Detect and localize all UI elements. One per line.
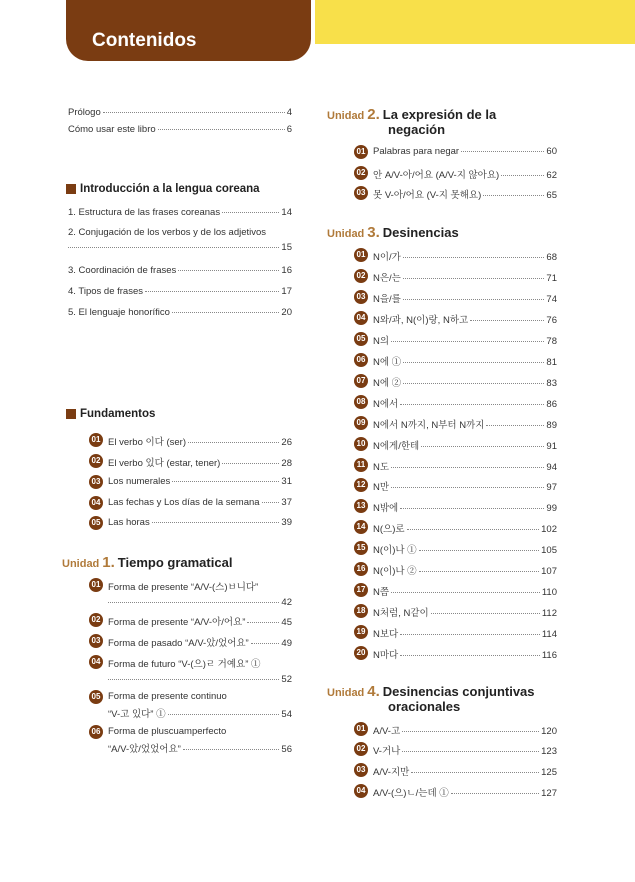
toc-entry[interactable]: 5. El lenguaje honorífico 20 [68,307,292,318]
number-badge: 05 [354,332,368,346]
number-badge: 12 [354,478,368,492]
number-badge: 09 [354,416,368,430]
contents-tab [66,0,311,61]
number-badge: 06 [354,353,368,367]
number-badge: 18 [354,604,368,618]
toc-entry[interactable]: El verbo 이다 (ser) 26 [108,437,292,448]
toc-entry[interactable]: N쯤 110 [373,587,557,598]
unit-heading-line2: oracionales [388,699,461,714]
number-badge: 05 [89,690,103,704]
toc-entry[interactable]: N도 94 [373,462,557,473]
toc-entry[interactable]: N에 ② 83 [373,378,557,389]
toc-entry[interactable]: Las fechas y Los días de la semana 37 [108,497,292,508]
number-badge: 03 [354,186,368,200]
toc-entry[interactable]: Forma de futuro “V-(으)ㄹ 거예요” ① 52 [108,659,292,685]
number-badge: 04 [354,784,368,798]
toc-entry[interactable]: N에 ① 81 [373,357,557,368]
toc-entry[interactable]: Forma de presente continuo “V-고 있다” ① 54 [108,691,292,720]
toc-entry[interactable]: Forma de pluscuamperfecto “A/V-았/었었어요” 56 [108,726,292,755]
number-badge: 04 [89,655,103,669]
toc-entry[interactable]: N(으)로 102 [373,524,557,535]
number-badge: 01 [354,145,368,159]
number-badge: 02 [354,269,368,283]
toc-entry[interactable]: V-거나 123 [373,746,557,757]
number-badge: 06 [89,725,103,739]
toc-entry[interactable]: A/V-(으)ㄴ/는데 ① 127 [373,788,557,799]
number-badge: 01 [89,578,103,592]
number-badge: 01 [354,722,368,736]
number-badge: 15 [354,541,368,555]
yellow-header-bar [315,0,635,44]
toc-entry[interactable]: 못 V-아/어요 (V-지 못해요) 65 [373,190,557,201]
toc-entry[interactable]: 4. Tipos de frases 17 [68,286,292,297]
toc-entry[interactable]: Prólogo 4 [68,107,292,118]
toc-entry[interactable]: N밖에 99 [373,503,557,514]
number-badge: 10 [354,437,368,451]
toc-entry[interactable]: N이/가 68 [373,252,557,263]
page-title: Contenidos [92,30,197,51]
section-heading: Introducción a la lengua coreana [66,183,260,195]
unit-heading-line2: negación [388,122,446,137]
number-badge: 04 [354,311,368,325]
number-badge: 03 [354,290,368,304]
number-badge: 07 [354,374,368,388]
unit-heading: Unidad 1. Tiempo gramatical [62,554,233,571]
toc-entry[interactable]: Las horas 39 [108,517,292,528]
toc-entry[interactable]: Palabras para negar 60 [373,146,557,157]
number-badge: 19 [354,625,368,639]
toc-entry[interactable]: 3. Coordinación de frases 16 [68,265,292,276]
number-badge: 03 [354,763,368,777]
toc-entry[interactable]: Los numerales 31 [108,476,292,487]
number-badge: 02 [354,742,368,756]
toc-entry[interactable]: Forma de pasado “A/V-았/었어요” 49 [108,638,292,649]
number-badge: 16 [354,562,368,576]
number-badge: 20 [354,646,368,660]
toc-entry[interactable]: A/V-고 120 [373,726,557,737]
number-badge: 01 [354,248,368,262]
section-marker [66,184,76,194]
number-badge: 14 [354,520,368,534]
toc-entry[interactable]: N은/는 71 [373,273,557,284]
toc-entry[interactable]: N처럼, N같이 112 [373,608,557,619]
section-marker [66,409,76,419]
toc-entry[interactable]: N의 78 [373,336,557,347]
number-badge: 02 [354,166,368,180]
toc-entry[interactable]: N마다 116 [373,650,557,661]
toc-entry[interactable]: N보다 114 [373,629,557,640]
toc-entry[interactable]: Cómo usar este libro 6 [68,124,292,135]
number-badge: 01 [89,433,103,447]
section-heading: Fundamentos [66,408,155,420]
toc-entry[interactable]: 안 A/V-아/어요 (A/V-지 않아요) 62 [373,170,557,181]
unit-heading: Unidad 2. La expresión de la [327,106,497,123]
toc-entry[interactable]: N와/과, N(이)랑, N하고 76 [373,315,557,326]
toc-entry[interactable]: N에서 86 [373,399,557,410]
toc-entry[interactable]: N(이)나 ① 105 [373,545,557,556]
unit-heading: Unidad 4. Desinencias conjuntivas [327,683,535,700]
unit-heading: Unidad 3. Desinencias [327,224,459,241]
number-badge: 02 [89,613,103,627]
number-badge: 17 [354,583,368,597]
toc-entry[interactable]: N을/를 74 [373,294,557,305]
number-badge: 03 [89,634,103,648]
number-badge: 03 [89,475,103,489]
number-badge: 05 [89,516,103,530]
number-badge: 02 [89,454,103,468]
toc-entry[interactable]: El verbo 있다 (estar, tener) 28 [108,458,292,469]
toc-entry[interactable]: Forma de presente “A/V-아/어요” 45 [108,617,292,628]
toc-entry[interactable]: Forma de presente “A/V-(스)ㅂ니다” 42 [108,582,292,608]
number-badge: 11 [354,458,368,472]
number-badge: 08 [354,395,368,409]
number-badge: 13 [354,499,368,513]
toc-entry[interactable]: A/V-지만 125 [373,767,557,778]
toc-entry[interactable]: 2. Conjugación de los verbos y de los adjetivos 15 [68,227,292,253]
toc-entry[interactable]: 1. Estructura de las frases coreanas 14 [68,207,292,218]
toc-entry[interactable]: N에게/한테 91 [373,441,557,452]
number-badge: 04 [89,496,103,510]
toc-entry[interactable]: N(이)나 ② 107 [373,566,557,577]
toc-entry[interactable]: N만 97 [373,482,557,493]
toc-entry[interactable]: N에서 N까지, N부터 N까지 89 [373,420,557,431]
